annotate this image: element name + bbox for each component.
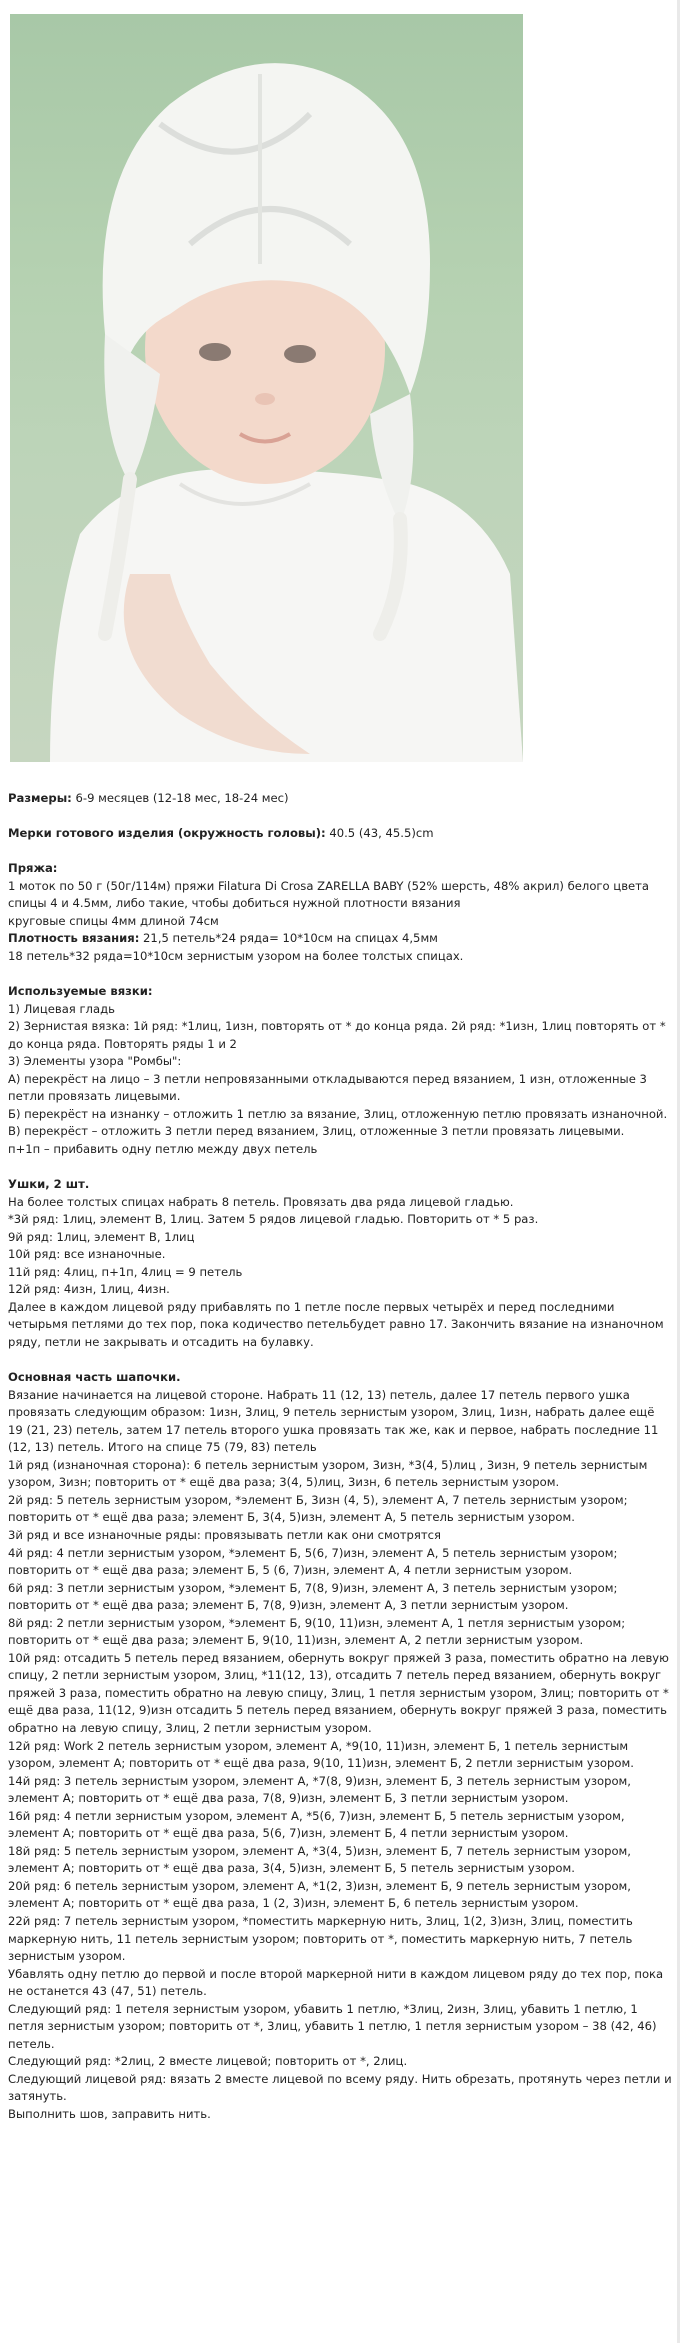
- pattern-line: 3) Элементы узора "Ромбы":: [8, 1054, 182, 1069]
- gauge-line-2: 18 петель*32 ряда=10*10см зернистым узором на более толстых спицах.: [8, 948, 464, 963]
- gauge-value: 21,5 петель*24 ряда= 10*10см на спицах 4,5мм: [139, 931, 438, 946]
- main-line: Следующий ряд: 1 петеля зернистым узором, убавить 1 петлю, *3лиц, 2изн, 3лиц, убавить 1 петлю, 1 петля зернистым узором; повторить от *, 3лиц, убавить 1 петлю, 1 петля зернистым узором – 38 (42, 46) петель.: [8, 2001, 657, 2051]
- earflaps-line: 12й ряд: 4изн, 1лиц, 4изн.: [8, 1282, 170, 1297]
- main-line: 1й ряд (изнаночная сторона): 6 петель зернистым узором, 3изн, *3(4, 5)лиц , 3изн, 9 петель зернистым узором, 3изн; повторить от * ещё два раза; 3(4, 5)лиц, 3изн, 6 петель зернистым узором.: [8, 1457, 648, 1490]
- pattern-line: В) перекрёст – отложить 3 петли перед вязанием, 3лиц, отложенные 3 петли провязать лицевыми.: [8, 1124, 625, 1139]
- main-heading: [8, 1369, 672, 1387]
- yarn-heading: [8, 860, 672, 878]
- main-line: 14й ряд: 3 петель зернистым узором, элемент А, *7(8, 9)изн, элемент Б, 3 петель зернистым узором, элемент А; повторить от * ещё два раза, 7(8, 9)изн, элемент Б, 3 петли зернистым узором.: [8, 1773, 631, 1806]
- main-line: Убавлять одну петлю до первой и после второй маркерной нити в каждом лицевом ряду до тех пор, пока не останется 43 (47, 51) петель.: [8, 1966, 664, 1999]
- main-line: Вязание начинается на лицевой стороне. Набрать 11 (12, 13) петель, далее 17 петель первого ушка провязать следующим образом: 1изн, 3лиц, 9 петель зернистым узором, 3лиц, 1изн, набрать далее ещё 19 (21, 23) петель, затем 17 петель второго ушка провязать так же, как и первое, набрать последние 11 (12, 13) петель. Итого на спице 75 (79, 83) петель: [8, 1387, 659, 1455]
- main-line: 16й ряд: 4 петли зернистым узором, элемент А, *5(6, 7)изн, элемент Б, 5 петель зернистым узором, элемент А; повторить от * ещё два раза, 5(6, 7)изн, элемент Б, 4 петли зернистым узором.: [8, 1808, 625, 1841]
- yarn-line: 1 моток по 50 г (50г/114м) пряжи Filatura Di Crosa ZARELLA BABY (52% шерсть, 48% акрил) белого цвета спицы 4 и 4.5мм, либо такие, чтобы добиться нужной плотности вязания: [8, 878, 650, 911]
- gauge-line: [8, 930, 672, 948]
- main-line: 2й ряд: 5 петель зернистым узором, *элемент Б, 3изн (4, 5), элемент А, 7 петель зернистым узором; повторить от * ещё два раза; элемент Б, 3(4, 5)изн, элемент А, 5 петель зернистым узором.: [8, 1492, 628, 1525]
- main-line: 20й ряд: 6 петель зернистым узором, элемент А, *1(2, 3)изн, элемент Б, 9 петель зернистым узором, элемент А; повторить от * ещё два раза, 1 (2, 3)изн, элемент Б, 6 петель зернистым узором.: [8, 1878, 631, 1911]
- baby-hat-photo: [10, 14, 523, 762]
- earflaps-line: 11й ряд: 4лиц, п+1п, 4лиц = 9 петель: [8, 1264, 243, 1279]
- main-line: 18й ряд: 5 петель зернистым узором, элемент А, *3(4, 5)изн, элемент Б, 7 петель зернистым узором, элемент А; повторить от * ещё два раза, 3(4, 5)изн, элемент Б, 5 петель зернистым узором.: [8, 1843, 631, 1876]
- yarn-heading-text: Пряжа:: [8, 861, 58, 876]
- patterns-heading-text: Используемые вязки:: [8, 984, 153, 999]
- sizes-label: Размеры:: [8, 791, 72, 805]
- main-line: 8й ряд: 2 петли зернистым узором, *элемент Б, 9(10, 11)изн, элемент А, 1 петля зернистым узором; повторить от * ещё два раза; элемент Б, 9(10, 11)изн, элемент А, 2 петли зернистым узором.: [8, 1615, 626, 1648]
- yarn-line: круговые спицы 4мм длиной 74см: [8, 913, 219, 928]
- measurements-value: 40.5 (43, 45.5)cm: [325, 826, 434, 841]
- main-line: Следующий ряд: *2лиц, 2 вместе лицевой; повторить от *, 2лиц.: [8, 2054, 408, 2069]
- main-heading-text: Основная часть шапочки.: [8, 1370, 181, 1385]
- photo-illustration: [10, 14, 523, 762]
- main-line: 12й ряд: Work 2 петель зернистым узором, элемент А, *9(10, 11)изн, элемент Б, 1 петель зернистым узором, элемент А; повторить от * ещё два раза, 9(10, 11)изн, элемент Б, 2 петли зернистым узором.: [8, 1738, 634, 1771]
- pattern-line: А) перекрёст на лицо – 3 петли непровязанными откладываются перед вязанием, 1 изн, отложенные 3 петли провязать лицевыми.: [8, 1071, 647, 1104]
- earflaps-line: 10й ряд: все изнаночные.: [8, 1247, 166, 1262]
- main-line: 22й ряд: 7 петель зернистым узором, *поместить маркерную нить, 3лиц, 1(2, 3)изн, 3лиц, поместить маркерную нить, 11 петель зернистым узором; повторить от *, поместить маркерную нить, 7 петель зернистым узором.: [8, 1914, 633, 1964]
- measurements-label: Мерки готового изделия (окружность головы):: [8, 826, 326, 841]
- earflaps-line: Далее в каждом лицевой ряду прибавлять по 1 петле после первых четырёх и перед последними четырьмя петлями до тех пор, пока кодичество петельбудет равно 17. Закончить вязание на изнаночном ряду, петли не закрывать и отсадить на булавку.: [8, 1299, 664, 1349]
- main-line: 4й ряд: 4 петли зернистым узором, *элемент Б, 5(6, 7)изн, элемент А, 5 петель зернистым узором; повторить от * ещё два раза; элемент Б, 5 (6, 7)изн, элемент А, 4 петли зернистым узором.: [8, 1545, 618, 1578]
- sizes-value: 6-9 месяцев (12-18 мес, 18-24 мес): [71, 791, 289, 805]
- main-line: 3й ряд и все изнаночные ряды: провязывать петли как они смотрятся: [8, 1527, 441, 1542]
- measurements-line: [8, 825, 672, 843]
- main-line: 10й ряд: отсадить 5 петель перед вязанием, обернуть вокруг пряжей 3 раза, поместить обратно на левую спицу, 2 петли зернистым узором, 3лиц, *11(12, 13), отсадить 7 петель перед вязанием, обернуть вокруг пряжей 3 раза, поместить обратно на левую спицу, 3лиц, 1 петля зернистым узором, 3лиц; повторить от * ещё два раза, 11(12, 9)изн отсадить 5 петель перед вязанием, обернуть вокруг пряжей 3 раза, поместить обратно на левую спицу, 3лиц, 2 петли зернистым узором.: [8, 1650, 669, 1735]
- gauge-label: Плотность вязания:: [8, 931, 140, 946]
- earflaps-line: 9й ряд: 1лиц, элемент В, 1лиц: [8, 1229, 195, 1244]
- earflaps-line: На более толстых спицах набрать 8 петель. Провязать два ряда лицевой гладью.: [8, 1194, 514, 1209]
- main-line: Следующий лицевой ряд: вязать 2 вместе лицевой по всему ряду. Нить обрезать, протянуть через петли и затянуть.: [8, 2071, 672, 2104]
- patterns-heading: [8, 983, 672, 1001]
- pattern-line: 1) Лицевая гладь: [8, 1001, 115, 1016]
- earflaps-heading: [8, 1176, 672, 1194]
- main-line: Выполнить шов, заправить нить.: [8, 2107, 211, 2122]
- pattern-line: 2) Зернистая вязка: 1й ряд: *1лиц, 1изн, повторять от * до конца ряда. 2й ряд: *1изн, 1лиц повторять от * до конца ряда. Повторять ряды 1 и 2: [8, 1019, 666, 1051]
- earflaps-heading-text: Ушки, 2 шт.: [8, 1177, 90, 1192]
- main-line: 6й ряд: 3 петли зернистым узором, *элемент Б, 7(8, 9)изн, элемент А, 3 петель зернистым узором; повторить от * ещё два раза; элемент Б, 7(8, 9)изн, элемент А, 3 петли зернистым узором.: [8, 1580, 618, 1613]
- pattern-line: п+1п – прибавить одну петлю между двух петель: [8, 1141, 318, 1156]
- pattern-text: [8, 790, 672, 2124]
- sizes-line: [8, 790, 672, 808]
- earflaps-line: *3й ряд: 1лиц, элемент В, 1лиц. Затем 5 рядов лицевой гладью. Повторить от * 5 раз.: [8, 1212, 539, 1227]
- pattern-line: Б) перекрёст на изнанку – отложить 1 петлю за вязание, 3лиц, отложенную петлю провязать изнаночной.: [8, 1106, 668, 1121]
